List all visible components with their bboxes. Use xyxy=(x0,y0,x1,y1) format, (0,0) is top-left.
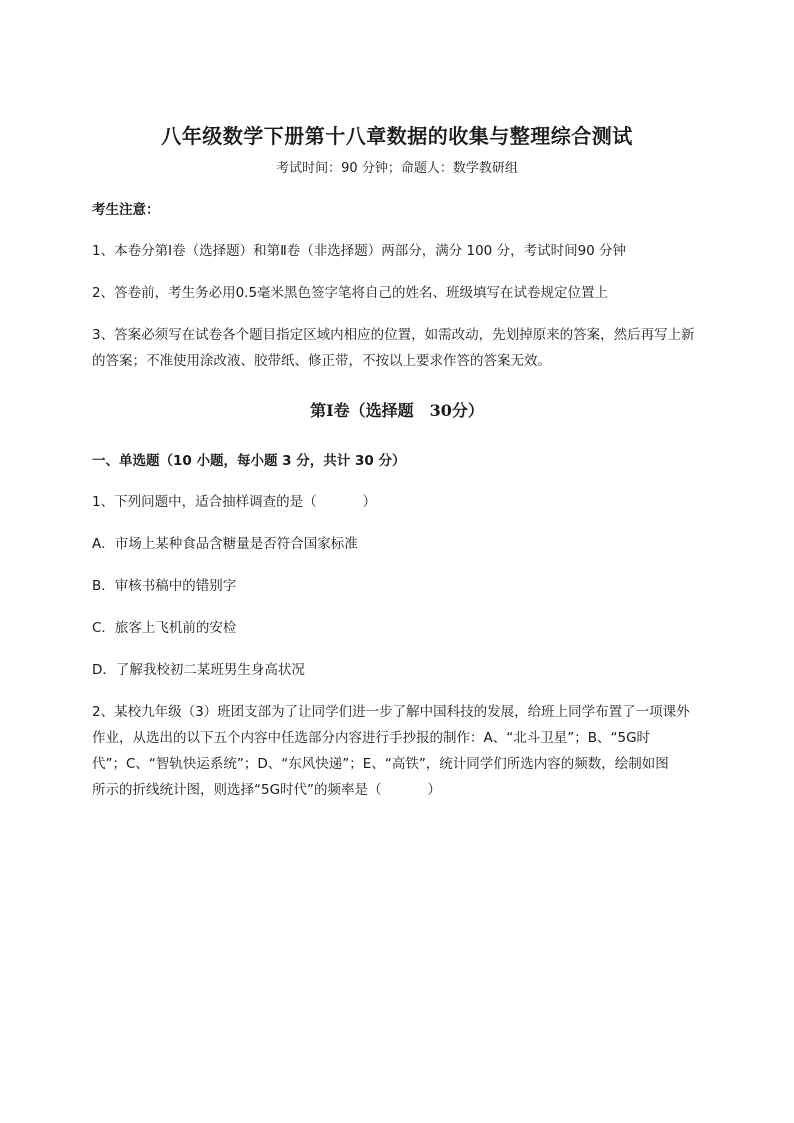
question-2-line-4 xyxy=(92,779,704,801)
notice-item-2: 2、答卷前，考生务必用0.5毫米黑色签字笔将自己的姓名、班级填写在试卷规定位置上 xyxy=(92,285,609,301)
exam-subtitle: 考试时间：90 分钟；命题人：数学教研组 xyxy=(276,161,518,176)
question-2-last-text: 所示的折线统计图，则选择“5G时代”的频率是（ xyxy=(92,782,382,798)
notice-item-1: 1、本卷分第Ⅰ卷（选择题）和第Ⅱ卷（非选择题）两部分，满分 100 分，考试时间90 分钟 xyxy=(92,243,627,259)
question-2-line-3: 代”；C、“智轨快运系统”；D、“东风快递”；E、“高铁”，统计同学们所选内容的频数，绘制如图 xyxy=(92,756,669,772)
part-heading: 一、单选题（10 小题，每小题 3 分，共计 30 分） xyxy=(92,453,406,469)
question-1-option-b: B．审核书稿中的错别字 xyxy=(92,578,237,594)
question-1-option-a: A．市场上某种食品含糖量是否符合国家标准 xyxy=(92,536,358,552)
notice-item-3: 3、答案必须写在试卷各个题目指定区域内相应的位置，如需改动，先划掉原来的答案，然后再写上新 xyxy=(92,327,695,343)
notice-heading: 考生注意： xyxy=(92,202,160,218)
question-1-stem-text: 1、下列问题中，适合抽样调查的是（ xyxy=(92,494,317,510)
notice-item-3-cont: 的答案；不准使用涂改液、胶带纸、修正带，不按以上要求作答的答案无效。 xyxy=(92,353,551,369)
exam-title: 八年级数学下册第十八章数据的收集与整理综合测试 xyxy=(161,124,633,148)
question-1-stem xyxy=(92,491,704,513)
question-1-option-c: C．旅客上飞机前的安检 xyxy=(92,620,237,636)
question-1-stem-close: ） xyxy=(362,494,377,510)
question-2-line-1: 2、某校九年级（3）班团支部为了让同学们进一步了解中国科技的发展，给班上同学布置了一项课外 xyxy=(92,704,690,720)
question-2-line-2: 作业，从选出的以下五个内容中任选部分内容进行手抄报的制作：A、“北斗卫星”；B、“5G时 xyxy=(92,730,651,746)
question-1-option-d: D．了解我校初二某班男生身高状况 xyxy=(92,662,305,678)
question-2-last-close: ） xyxy=(427,782,442,798)
section-title: 第Ⅰ卷（选择题 30分） xyxy=(310,401,484,420)
